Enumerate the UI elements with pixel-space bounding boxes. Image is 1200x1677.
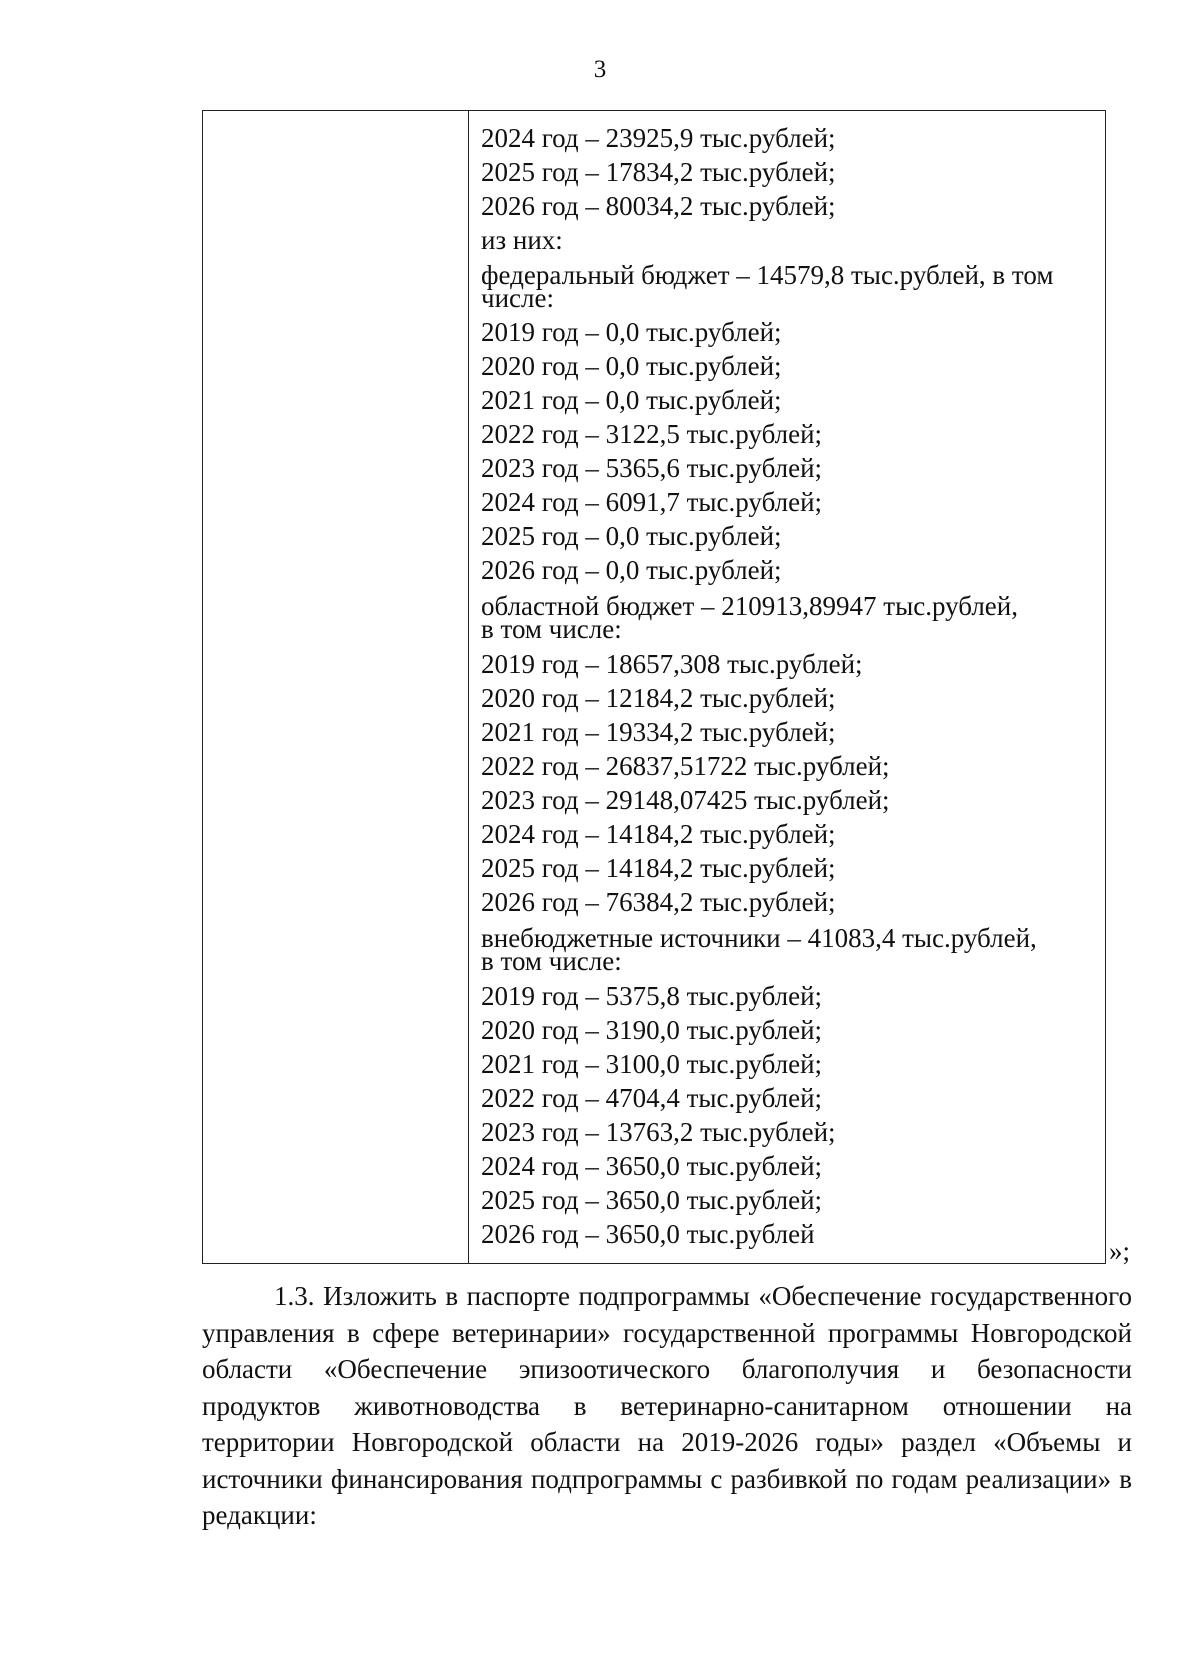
page-number: 3: [593, 56, 607, 83]
table-line: 2026 год – 76384,2 тыс.рублей;: [481, 887, 836, 917]
table-line: 2023 год – 29148,07425 тыс.рублей;: [481, 785, 890, 815]
table-line: 2026 год – 80034,2 тыс.рублей;: [481, 191, 836, 221]
table-line: 2022 год – 26837,51722 тыс.рублей;: [481, 751, 890, 781]
table-line: 2026 год – 0,0 тыс.рублей;: [481, 555, 782, 585]
table-line: 2025 год – 17834,2 тыс.рублей;: [481, 157, 836, 187]
table-line: 2025 год – 0,0 тыс.рублей;: [481, 521, 782, 551]
table-right-cell: [469, 111, 1105, 1263]
body-paragraph: 1.3. Изложить в паспорте подпрограммы «Обеспечение государственного управления в сфере ветеринарии» государственной программы Новгородской области «Обеспечение эпизоотического благополучия и безопасности продуктов животноводства в ветеринарно-санитарном отношении на территории Новгородской области на 2019-2026 годы» раздел «Объемы и источники финансирования подпрограммы с разбивкой по годам реализации» в редакции:: [202, 1281, 1132, 1530]
table-line: 2020 год – 12184,2 тыс.рублей;: [481, 683, 836, 713]
table-line: 2024 год – 14184,2 тыс.рублей;: [481, 819, 836, 849]
table-line: 2024 год – 23925,9 тыс.рублей;: [481, 123, 836, 153]
table-line: 2021 год – 0,0 тыс.рублей;: [481, 385, 782, 415]
table-line: 2021 год – 19334,2 тыс.рублей;: [481, 717, 836, 747]
table-line: 2024 год – 3650,0 тыс.рублей;: [481, 1151, 823, 1181]
table-line: 2023 год – 13763,2 тыс.рублей;: [481, 1117, 836, 1147]
funding-table: [202, 110, 1106, 1264]
table-line: областной бюджет – 210913,89947 тыс.рублей, в том числе:: [481, 591, 1018, 644]
table-line: 2024 год – 6091,7 тыс.рублей;: [481, 487, 823, 517]
table-line: 2020 год – 0,0 тыс.рублей;: [481, 351, 782, 381]
table-line: внебюджетные источники – 41083,4 тыс.рублей, в том числе:: [481, 923, 1037, 976]
table-line: 2019 год – 0,0 тыс.рублей;: [481, 317, 782, 347]
table-left-cell: [203, 111, 469, 1263]
table-line: 2025 год – 3650,0 тыс.рублей;: [481, 1185, 823, 1215]
table-line: 2022 год – 3122,5 тыс.рублей;: [481, 419, 823, 449]
table-line: 2022 год – 4704,4 тыс.рублей;: [481, 1083, 823, 1113]
table-line: 2019 год – 18657,308 тыс.рублей;: [481, 649, 863, 679]
table-line: 2026 год – 3650,0 тыс.рублей: [481, 1219, 815, 1249]
table-line: федеральный бюджет – 14579,8 тыс.рублей, в том числе:: [481, 260, 1054, 313]
table-line: 2025 год – 14184,2 тыс.рублей;: [481, 853, 836, 883]
table-line: 2021 год – 3100,0 тыс.рублей;: [481, 1049, 823, 1079]
table-line: 2020 год – 3190,0 тыс.рублей;: [481, 1015, 823, 1045]
table-line: из них:: [481, 225, 563, 255]
table-line: 2023 год – 5365,6 тыс.рублей;: [481, 453, 823, 483]
closing-quote: »;: [1109, 1236, 1131, 1266]
table-line: 2019 год – 5375,8 тыс.рублей;: [481, 981, 823, 1011]
